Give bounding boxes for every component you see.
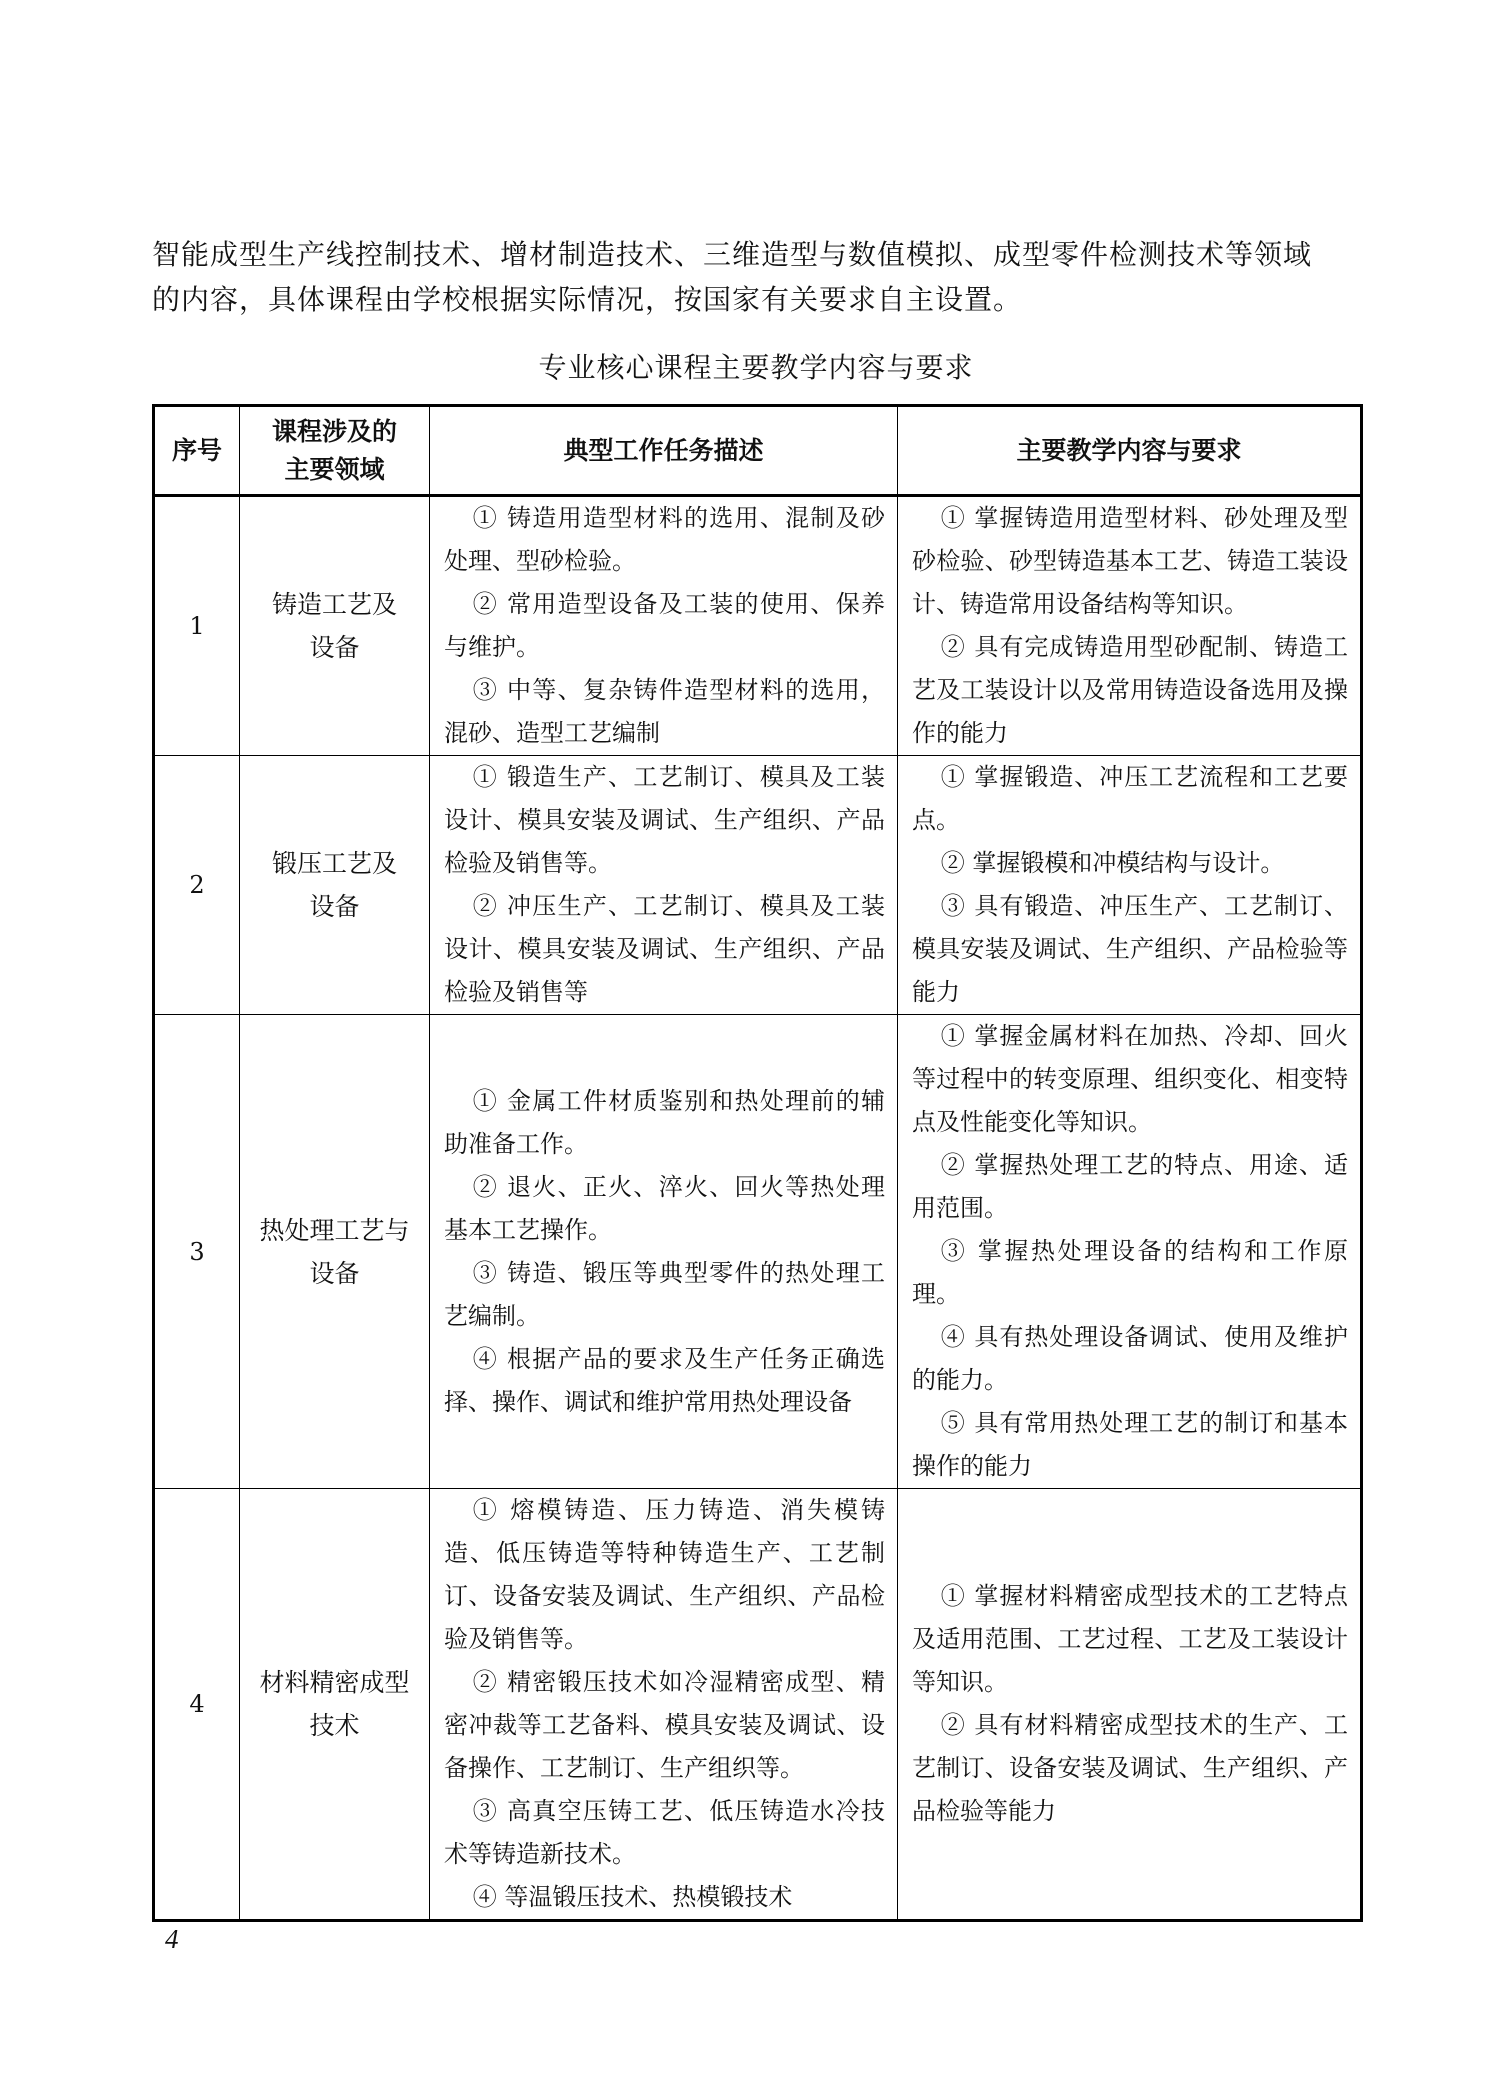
row-content xyxy=(898,496,1362,756)
row-area-line-2: 技术 xyxy=(309,1711,360,1740)
table-row xyxy=(154,1015,1362,1489)
intro-paragraph xyxy=(152,232,1364,322)
row-tasks xyxy=(430,1489,898,1921)
row-tasks xyxy=(430,496,898,756)
table-row xyxy=(154,496,1362,756)
row-content xyxy=(898,756,1362,1015)
row-content xyxy=(898,1015,1362,1489)
task-item: ① 铸造用造型材料的选用、混制及砂处理、型砂检验。 xyxy=(444,504,885,575)
task-item: ① 熔模铸造、压力铸造、消失模铸造、低压铸造等特种铸造生产、工艺制订、设备安装及调试、生产组织、产品检验及销售等。 xyxy=(444,1496,885,1653)
table-header-row xyxy=(154,406,1362,496)
table-caption: 专业核心课程主要教学内容与要求 xyxy=(538,351,974,384)
table-row xyxy=(154,1489,1362,1921)
row-content xyxy=(898,1489,1362,1921)
header-num: 序号 xyxy=(154,406,240,496)
row-tasks xyxy=(430,756,898,1015)
row-tasks xyxy=(430,1015,898,1489)
task-item: ② 常用造型设备及工装的使用、保养与维护。 xyxy=(444,590,885,661)
task-item: ④ 根据产品的要求及生产任务正确选择、操作、调试和维护常用热处理设备 xyxy=(444,1344,885,1416)
page-number: 4 xyxy=(165,1924,179,1954)
row-area-line-2: 设备 xyxy=(309,892,360,921)
row-area-line-1: 铸造工艺及 xyxy=(271,590,397,619)
header-area xyxy=(240,406,430,496)
row-area-line-1: 材料精密成型 xyxy=(259,1668,410,1697)
content-item: ② 掌握热处理工艺的特点、用途、适用范围。 xyxy=(912,1151,1348,1222)
header-tasks: 典型工作任务描述 xyxy=(430,406,898,496)
content-item: ③ 掌握热处理设备的结构和工作原理。 xyxy=(912,1237,1348,1308)
content-item: ② 掌握锻模和冲模结构与设计。 xyxy=(940,849,1285,877)
task-item: ③ 高真空压铸工艺、低压铸造水冷技术等铸造新技术。 xyxy=(444,1797,885,1868)
row-number: 4 xyxy=(154,1489,240,1921)
header-area-line-2: 主要领域 xyxy=(284,454,385,484)
header-content: 主要教学内容与要求 xyxy=(898,406,1362,496)
task-item: ② 冲压生产、工艺制订、模具及工装设计、模具安装及调试、生产组织、产品检验及销售等 xyxy=(444,892,885,1006)
row-area-line-1: 热处理工艺与 xyxy=(259,1215,410,1245)
row-area xyxy=(240,756,430,1015)
table-row xyxy=(154,756,1362,1015)
content-item: ⑤ 具有常用热处理工艺的制订和基本操作的能力 xyxy=(912,1409,1348,1480)
row-area-line-2: 设备 xyxy=(309,633,360,662)
intro-line-2: 的内容，具体课程由学校根据实际情况，按国家有关要求自主设置。 xyxy=(152,283,1023,316)
content-item: ③ 具有锻造、冲压生产、工艺制订、模具安装及调试、生产组织、产品检验等能力 xyxy=(912,892,1348,1006)
content-item: ④ 具有热处理设备调试、使用及维护的能力。 xyxy=(912,1323,1348,1394)
content-item: ① 掌握材料精密成型技术的工艺特点及适用范围、工艺过程、工艺及工装设计等知识。 xyxy=(912,1582,1348,1696)
row-number: 3 xyxy=(154,1015,240,1489)
row-number: 2 xyxy=(154,756,240,1015)
task-item: ① 金属工件材质鉴别和热处理前的辅助准备工作。 xyxy=(444,1086,885,1158)
content-item: ① 掌握铸造用造型材料、砂处理及型砂检验、砂型铸造基本工艺、铸造工装设计、铸造常用设备结构等知识。 xyxy=(912,504,1348,618)
row-area xyxy=(240,496,430,756)
content-item: ② 具有材料精密成型技术的生产、工艺制订、设备安装及调试、生产组织、产品检验等能力 xyxy=(912,1711,1348,1825)
content-item: ② 具有完成铸造用型砂配制、铸造工艺及工装设计以及常用铸造设备选用及操作的能力 xyxy=(912,633,1348,747)
core-course-table xyxy=(152,404,1363,1922)
row-area xyxy=(240,1015,430,1489)
task-item: ④ 等温锻压技术、热模锻技术 xyxy=(472,1883,793,1911)
intro-line-1: 智能成型生产线控制技术、增材制造技术、三维造型与数值模拟、成型零件检测技术等领域 xyxy=(152,238,1313,271)
task-item: ③ 中等、复杂铸件造型材料的选用，混砂、造型工艺编制 xyxy=(444,676,885,747)
content-item: ① 掌握锻造、冲压工艺流程和工艺要点。 xyxy=(912,763,1348,834)
row-area-line-1: 锻压工艺及 xyxy=(271,849,397,878)
row-area-line-2: 设备 xyxy=(309,1258,360,1288)
task-item: ② 精密锻压技术如冷湿精密成型、精密冲裁等工艺备料、模具安装及调试、设备操作、工艺制订、生产组织等。 xyxy=(444,1668,885,1782)
task-item: ① 锻造生产、工艺制订、模具及工装设计、模具安装及调试、生产组织、产品检验及销售等。 xyxy=(444,763,885,877)
task-item: ② 退火、正火、淬火、回火等热处理基本工艺操作。 xyxy=(444,1172,885,1244)
row-number: 1 xyxy=(154,496,240,756)
content-item: ① 掌握金属材料在加热、冷却、回火等过程中的转变原理、组织变化、相变特点及性能变化等知识。 xyxy=(912,1022,1348,1136)
task-item: ③ 铸造、锻压等典型零件的热处理工艺编制。 xyxy=(444,1258,885,1330)
header-area-line-1: 课程涉及的 xyxy=(271,416,397,446)
row-area xyxy=(240,1489,430,1921)
